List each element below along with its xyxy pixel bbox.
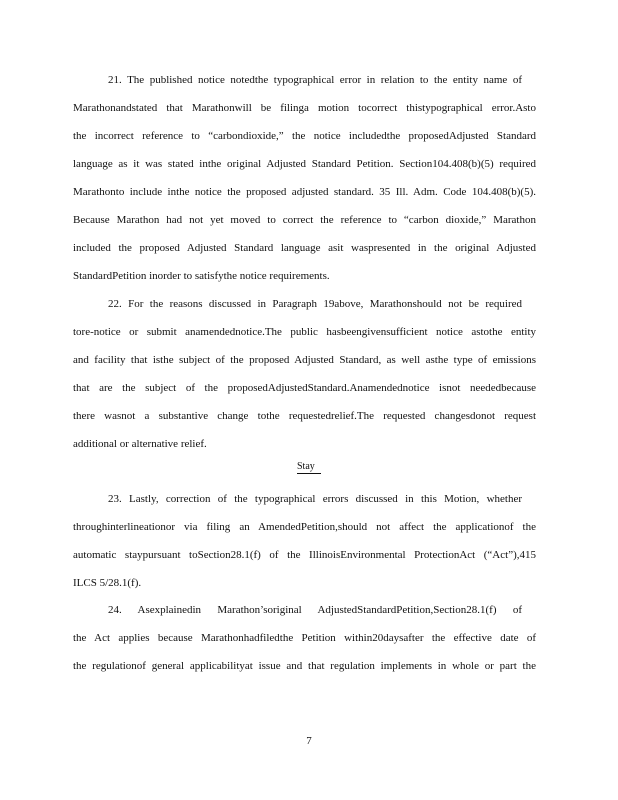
paragraph-21-line-1: 21. The published notice notedthe typographical error in relation to the entity name of — [108, 74, 522, 86]
paragraph-21-line-3: the incorrect reference to “carbondioxide,” the notice includedthe proposedAdjusted Standard — [73, 130, 536, 142]
paragraph-21-line-5: Marathonto include inthe notice the proposed adjusted standard. 35 Ill. Adm. Code 104.408(b)(5). — [73, 186, 536, 198]
paragraph-24-line-2: the Act applies because Marathonhadfiledthe Petition within20daysafter the effective date of — [73, 632, 536, 644]
section-heading-stay — [279, 461, 357, 474]
paragraph-24-line-1: 24. Asexplainedin Marathon’soriginal AdjustedStandardPetition,Section28.1(f) of — [108, 604, 522, 616]
paragraph-21-line-4: language as it was stated inthe original Adjusted Standard Petition. Section104.408(b)(5) required — [73, 158, 536, 170]
paragraph-22-line-1: 22. For the reasons discussed in Paragraph 19above, Marathonshould not be required — [108, 298, 522, 310]
paragraph-21-line-6: Because Marathon had not yet moved to correct the reference to “carbon dioxide,” Marathon — [73, 214, 536, 226]
section-heading-text: Stay — [297, 461, 321, 474]
paragraph-23-line-1: 23. Lastly, correction of the typographical errors discussed in this Motion, whether — [108, 493, 522, 505]
paragraph-22-line-2: tore-notice or submit anamendednotice.The public hasbeengivensufficient notice astothe entity — [73, 326, 536, 338]
paragraph-23-line-4: ILCS 5/28.1(f). — [73, 577, 142, 589]
page-number: 7 — [306, 735, 312, 747]
paragraph-22-line-5: there wasnot a substantive change tothe requestedrelief.The requested changesdonot request — [73, 410, 536, 422]
paragraph-21-line-8: StandardPetition inorder to satisfythe notice requirements. — [73, 270, 330, 282]
paragraph-22-line-3: and facility that isthe subject of the proposed Adjusted Standard, as well asthe type of emissions — [73, 354, 536, 366]
paragraph-22-line-4: that are the subject of the proposedAdjustedStandard.Anamendednotice isnot neededbecause — [73, 382, 536, 394]
paragraph-24-line-3: the regulationof general applicabilityat issue and that regulation implements in whole or part the — [73, 660, 536, 672]
paragraph-21-line-7: included the proposed Adjusted Standard language asit waspresented in the original Adjusted — [73, 242, 536, 254]
paragraph-22-line-6: additional or alternative relief. — [73, 438, 207, 450]
paragraph-23-line-3: automatic staypursuant toSection28.1(f) of the IllinoisEnvironmental ProtectionAct (“Act”),415 — [73, 549, 536, 561]
paragraph-21-line-2: Marathonandstated that Marathonwill be filinga motion tocorrect thistypographical error.Asto — [73, 102, 536, 114]
paragraph-23-line-2: throughinterlineationor via filing an AmendedPetition,should not affect the applicationof the — [73, 521, 536, 533]
